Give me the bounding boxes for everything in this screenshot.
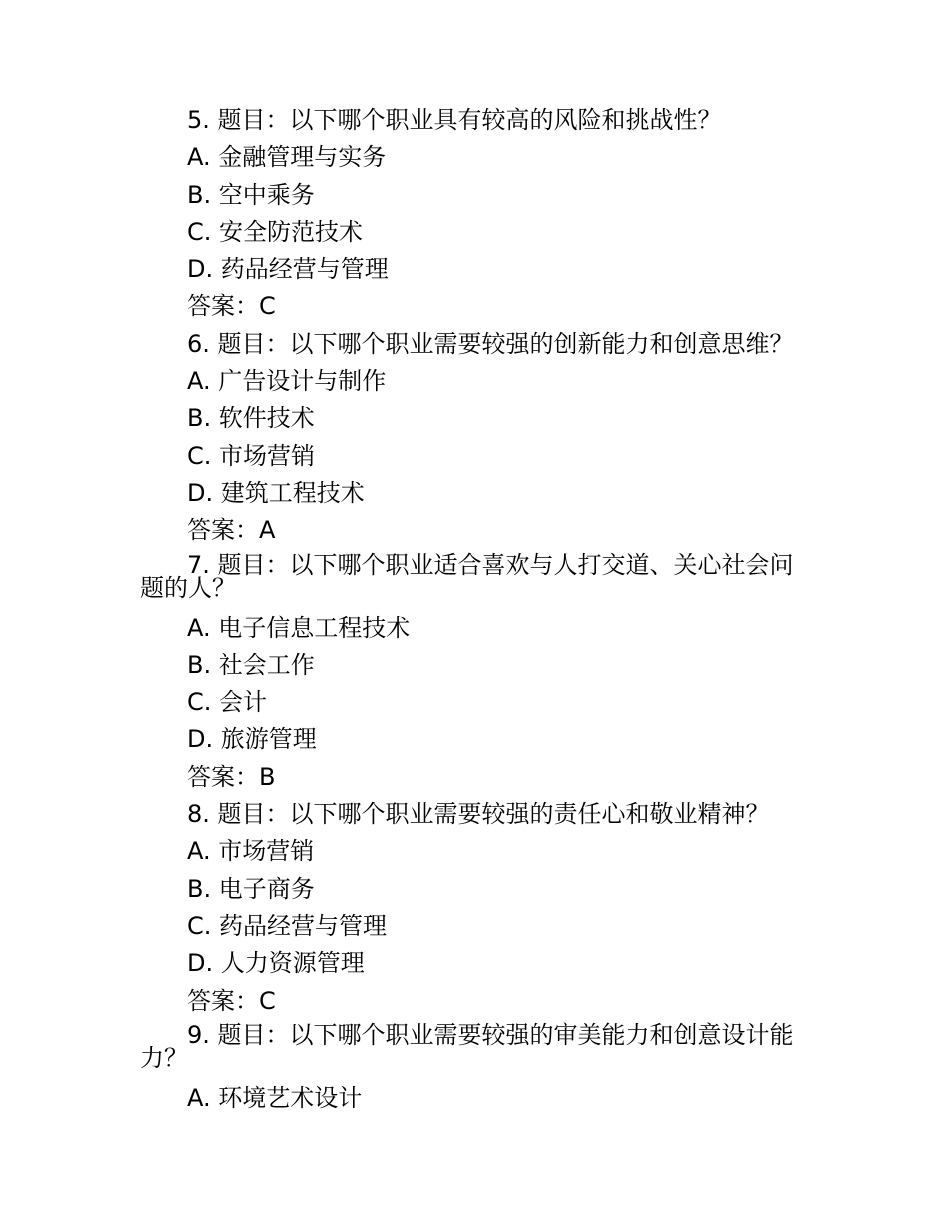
option-b: B. 电子商务 — [187, 874, 315, 903]
question-9: 9. 题目：以下哪个职业需要较强的审美能力和创意设计能力？ — [140, 1020, 794, 1072]
answer-5: 答案：C — [187, 292, 276, 321]
option-a: A. 电子信息工程技术 — [187, 613, 411, 642]
question-6: 6. 题目：以下哪个职业需要较强的创新能力和创意思维？ — [187, 329, 794, 358]
option-b: B. 软件技术 — [187, 404, 315, 433]
option-a: A. 广告设计与制作 — [187, 367, 387, 396]
option-a: A. 市场营销 — [187, 837, 315, 866]
answer-6: 答案：A — [187, 516, 276, 545]
option-d: D. 建筑工程技术 — [187, 478, 365, 507]
option-d: D. 药品经营与管理 — [187, 255, 389, 284]
option-c: C. 市场营销 — [187, 441, 316, 470]
option-b: B. 社会工作 — [187, 650, 315, 679]
answer-8: 答案：C — [187, 986, 276, 1015]
option-c: C. 药品经营与管理 — [187, 911, 388, 940]
question-8: 8. 题目：以下哪个职业需要较强的责任心和敬业精神？ — [187, 800, 770, 829]
document-body — [140, 102, 812, 1117]
option-d: D. 人力资源管理 — [187, 949, 365, 978]
option-c: C. 会计 — [187, 688, 268, 717]
option-a: A. 环境艺术设计 — [187, 1083, 363, 1112]
option-c: C. 安全防范技术 — [187, 217, 364, 246]
question-7: 7. 题目：以下哪个职业适合喜欢与人打交道、关心社会问题的人？ — [140, 550, 794, 602]
option-a: A. 金融管理与实务 — [187, 143, 387, 172]
question-5: 5. 题目：以下哪个职业具有较高的风险和挑战性？ — [187, 106, 722, 134]
answer-7: 答案：B — [187, 762, 276, 791]
option-b: B. 空中乘务 — [187, 180, 315, 209]
option-d: D. 旅游管理 — [187, 725, 317, 754]
